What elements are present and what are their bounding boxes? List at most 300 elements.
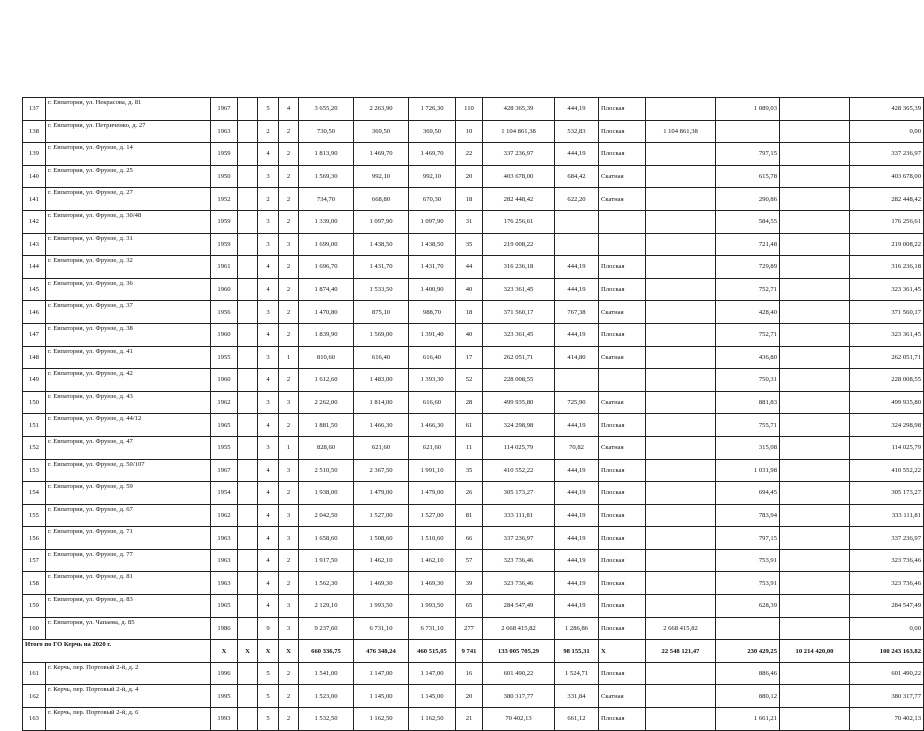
total-area-cell: 828,60 xyxy=(299,436,354,459)
table-row xyxy=(23,369,924,392)
address-cell: г. Евпатория, ул. Фрунзе, д. 31 xyxy=(46,233,211,256)
cost-cell: 324 298,98 xyxy=(483,414,555,437)
cost-cell: 284 547,49 xyxy=(483,595,555,618)
row-number-cell: 154 xyxy=(23,482,46,505)
residents-cell: 16 xyxy=(456,662,483,685)
residential-area-cell: 6 731,10 xyxy=(409,617,456,640)
table-row xyxy=(23,323,924,346)
rate-cell: 428,40 xyxy=(716,301,780,324)
residential-area-cell: 1 469,70 xyxy=(409,143,456,166)
floors-cell: 5 xyxy=(258,662,279,685)
other-source-cell xyxy=(780,595,850,618)
roof-type-cell: Скатная xyxy=(599,391,646,414)
rate-cell: 783,94 xyxy=(716,504,780,527)
owners-funds-cell: 284 547,49 xyxy=(850,595,924,618)
floors-cell: 4 xyxy=(258,549,279,572)
cost-cell: 219 008,22 xyxy=(483,233,555,256)
entrances-cell: 2 xyxy=(279,685,299,708)
living-area-cell: 369,50 xyxy=(354,120,409,143)
entrances-cell: 3 xyxy=(279,527,299,550)
rate-cell: 290,86 xyxy=(716,188,780,211)
living-area-cell: 621,60 xyxy=(354,436,409,459)
unit-cost-cell: 331,84 xyxy=(555,685,599,708)
unit-cost-cell xyxy=(555,233,599,256)
row-number-cell: 143 xyxy=(23,233,46,256)
row-number-cell: 153 xyxy=(23,459,46,482)
table-row xyxy=(23,436,924,459)
table-row xyxy=(23,685,924,708)
total-area-cell: 2 262,00 xyxy=(299,391,354,414)
residential-area-cell: 1 469,30 xyxy=(409,572,456,595)
residents-cell: 28 xyxy=(456,391,483,414)
fund-source-cell xyxy=(646,323,716,346)
unit-cost-cell: 622,20 xyxy=(555,188,599,211)
cost-cell: 1 104 861,38 xyxy=(483,120,555,143)
roof-type-cell: Плоская xyxy=(599,549,646,572)
living-area-cell: 1 431,70 xyxy=(354,256,409,279)
entrances-cell: 2 xyxy=(279,662,299,685)
residential-area-cell: 1 479,00 xyxy=(409,482,456,505)
blank-cell xyxy=(238,436,258,459)
entrances-cell: 2 xyxy=(279,143,299,166)
rate-cell xyxy=(716,617,780,640)
cost-cell: 337 236,97 xyxy=(483,143,555,166)
address-cell: г. Евпатория, ул. Фрунзе, д. 50/107 xyxy=(46,459,211,482)
rate-cell: 729,89 xyxy=(716,256,780,279)
unit-cost-cell: 444,19 xyxy=(555,256,599,279)
year-cell: 1960 xyxy=(211,369,238,392)
residential-area-cell: 1 162,50 xyxy=(409,708,456,731)
residential-area-cell: 1 993,50 xyxy=(409,595,456,618)
living-area-cell: 1 462,10 xyxy=(354,549,409,572)
floors-cell: X xyxy=(258,640,279,663)
blank-cell xyxy=(238,98,258,121)
owners-funds-cell: 371 560,17 xyxy=(850,301,924,324)
rate-cell: 584,55 xyxy=(716,210,780,233)
owners-funds-cell: 0,00 xyxy=(850,617,924,640)
total-area-cell: 1 881,50 xyxy=(299,414,354,437)
table-row xyxy=(23,708,924,731)
year-cell: 1961 xyxy=(211,256,238,279)
roof-type-cell: Плоская xyxy=(599,143,646,166)
blank-cell xyxy=(238,708,258,731)
cost-cell: 323 736,46 xyxy=(483,572,555,595)
year-cell: 1967 xyxy=(211,98,238,121)
total-area-cell: 1 562,30 xyxy=(299,572,354,595)
residential-area-cell: 1 400,90 xyxy=(409,278,456,301)
blank-cell xyxy=(238,617,258,640)
address-cell: г. Евпатория, ул. Чапаева, д. 85 xyxy=(46,617,211,640)
living-area-cell: 1 814,00 xyxy=(354,391,409,414)
residents-cell: 21 xyxy=(456,708,483,731)
unit-cost-cell: 444,19 xyxy=(555,549,599,572)
roof-type-cell: Плоская xyxy=(599,98,646,121)
entrances-cell: X xyxy=(279,640,299,663)
other-source-cell xyxy=(780,459,850,482)
owners-funds-cell: 219 008,22 xyxy=(850,233,924,256)
residential-area-cell: 1 462,10 xyxy=(409,549,456,572)
rate-cell: 752,71 xyxy=(716,278,780,301)
table-body xyxy=(23,98,924,731)
floors-cell: 3 xyxy=(258,391,279,414)
total-area-cell: 810,60 xyxy=(299,346,354,369)
roof-type-cell: Скатная xyxy=(599,436,646,459)
fund-source-cell xyxy=(646,165,716,188)
total-area-cell: 9 237,60 xyxy=(299,617,354,640)
other-source-cell xyxy=(780,414,850,437)
table-row xyxy=(23,549,924,572)
fund-source-cell xyxy=(646,391,716,414)
entrances-cell: 2 xyxy=(279,482,299,505)
residents-cell: 39 xyxy=(456,572,483,595)
residents-cell: 22 xyxy=(456,143,483,166)
cost-cell: 380 317,77 xyxy=(483,685,555,708)
residents-cell: 20 xyxy=(456,165,483,188)
fund-source-cell xyxy=(646,572,716,595)
residents-cell: 81 xyxy=(456,504,483,527)
unit-cost-cell: 70,82 xyxy=(555,436,599,459)
residents-cell: 35 xyxy=(456,459,483,482)
residential-area-cell: 1 145,00 xyxy=(409,685,456,708)
table-row xyxy=(23,504,924,527)
floors-cell: 4 xyxy=(258,369,279,392)
cost-cell: 114 025,79 xyxy=(483,436,555,459)
owners-funds-cell: 324 298,98 xyxy=(850,414,924,437)
total-area-cell: 1 839,90 xyxy=(299,323,354,346)
floors-cell: 5 xyxy=(258,685,279,708)
blank-cell xyxy=(238,549,258,572)
roof-type-cell: Плоская xyxy=(599,662,646,685)
roof-type-cell: Скатная xyxy=(599,685,646,708)
blank-cell xyxy=(238,301,258,324)
residents-cell: 61 xyxy=(456,414,483,437)
owners-funds-cell: 403 678,00 xyxy=(850,165,924,188)
table-row xyxy=(23,346,924,369)
rate-cell: 753,91 xyxy=(716,549,780,572)
other-source-cell xyxy=(780,617,850,640)
blank-cell xyxy=(238,256,258,279)
row-number-cell: 142 xyxy=(23,210,46,233)
total-area-cell: 1 523,00 xyxy=(299,685,354,708)
residential-area-cell: 1 147,00 xyxy=(409,662,456,685)
unit-cost-cell: 444,19 xyxy=(555,504,599,527)
total-area-cell: 1 813,90 xyxy=(299,143,354,166)
owners-funds-cell: 323 736,46 xyxy=(850,549,924,572)
address-cell: г. Евпатория, ул. Фрунзе, д. 83 xyxy=(46,595,211,618)
floors-cell: 5 xyxy=(258,98,279,121)
row-number-cell: 146 xyxy=(23,301,46,324)
owners-funds-cell: 70 402,13 xyxy=(850,708,924,731)
residents-cell: 110 xyxy=(456,98,483,121)
unit-cost-cell: 444,19 xyxy=(555,595,599,618)
address-cell: г. Евпатория, ул. Фрунзе, д. 71 xyxy=(46,527,211,550)
roof-type-cell: Плоская xyxy=(599,595,646,618)
other-source-cell xyxy=(780,685,850,708)
residents-cell: 66 xyxy=(456,527,483,550)
living-area-cell: 1 479,00 xyxy=(354,482,409,505)
other-source-cell xyxy=(780,369,850,392)
residential-area-cell: 1 726,30 xyxy=(409,98,456,121)
rate-cell: 750,31 xyxy=(716,369,780,392)
table-row xyxy=(23,120,924,143)
owners-funds-cell: 428 365,39 xyxy=(850,98,924,121)
address-cell: г. Керчь, пер. Портовый 2-й, д. 6 xyxy=(46,708,211,731)
entrances-cell: 2 xyxy=(279,120,299,143)
address-cell: г. Евпатория, ул. Фрунзе, д. 25 xyxy=(46,165,211,188)
residential-area-cell: 1 393,30 xyxy=(409,369,456,392)
year-cell: 1954 xyxy=(211,482,238,505)
table-row xyxy=(23,233,924,256)
total-area-cell: 2 042,50 xyxy=(299,504,354,527)
table-row xyxy=(23,482,924,505)
residential-area-cell: 460 515,05 xyxy=(409,640,456,663)
owners-funds-cell: 337 236,97 xyxy=(850,143,924,166)
living-area-cell: 992,10 xyxy=(354,165,409,188)
floors-cell: 4 xyxy=(258,323,279,346)
total-area-cell: 1 938,00 xyxy=(299,482,354,505)
entrances-cell: 3 xyxy=(279,233,299,256)
owners-funds-cell: 282 448,42 xyxy=(850,188,924,211)
blank-cell: X xyxy=(238,640,258,663)
table-row xyxy=(23,662,924,685)
owners-funds-cell: 337 236,97 xyxy=(850,527,924,550)
row-number-cell: 149 xyxy=(23,369,46,392)
residents-cell: 18 xyxy=(456,301,483,324)
other-source-cell xyxy=(780,708,850,731)
living-area-cell: 1 569,00 xyxy=(354,323,409,346)
row-number-cell: 152 xyxy=(23,436,46,459)
fund-source-cell xyxy=(646,143,716,166)
fund-source-cell xyxy=(646,210,716,233)
residential-area-cell: 988,70 xyxy=(409,301,456,324)
other-source-cell xyxy=(780,549,850,572)
living-area-cell: 476 348,24 xyxy=(354,640,409,663)
fund-source-cell xyxy=(646,504,716,527)
rate-cell: 880,12 xyxy=(716,685,780,708)
row-number-cell: 151 xyxy=(23,414,46,437)
roof-type-cell: Плоская xyxy=(599,256,646,279)
address-cell: г. Евпатория, ул. Фрунзе, д. 47 xyxy=(46,436,211,459)
year-cell: 1986 xyxy=(211,617,238,640)
roof-type-cell: Плоская xyxy=(599,527,646,550)
residents-cell: 20 xyxy=(456,685,483,708)
residents-cell: 40 xyxy=(456,278,483,301)
total-area-cell: 730,50 xyxy=(299,120,354,143)
entrances-cell: 2 xyxy=(279,414,299,437)
table-row xyxy=(23,617,924,640)
total-area-cell: 734,70 xyxy=(299,188,354,211)
roof-type-cell: Скатная xyxy=(599,346,646,369)
living-area-cell: 2 367,50 xyxy=(354,459,409,482)
row-number-cell: 162 xyxy=(23,685,46,708)
residential-area-cell: 1 466,30 xyxy=(409,414,456,437)
total-area-cell: 1 569,30 xyxy=(299,165,354,188)
year-cell: 1996 xyxy=(211,662,238,685)
floors-cell: 3 xyxy=(258,301,279,324)
living-area-cell: 875,10 xyxy=(354,301,409,324)
rate-cell: 694,45 xyxy=(716,482,780,505)
address-cell: г. Евпатория, ул. Фрунзе, д. 38 xyxy=(46,323,211,346)
row-number-cell: 145 xyxy=(23,278,46,301)
blank-cell xyxy=(238,188,258,211)
floors-cell: 4 xyxy=(258,414,279,437)
residents-cell: 52 xyxy=(456,369,483,392)
address-cell: г. Евпатория, ул. Фрунзе, д. 32 xyxy=(46,256,211,279)
unit-cost-cell: 98 155,31 xyxy=(555,640,599,663)
year-cell: 1995 xyxy=(211,685,238,708)
total-area-cell: 660 336,75 xyxy=(299,640,354,663)
fund-source-cell xyxy=(646,233,716,256)
owners-funds-cell: 0,00 xyxy=(850,120,924,143)
entrances-cell: 2 xyxy=(279,165,299,188)
living-area-cell: 1 466,30 xyxy=(354,414,409,437)
rate-cell: 886,46 xyxy=(716,662,780,685)
fund-source-cell xyxy=(646,685,716,708)
cost-cell: 305 173,27 xyxy=(483,482,555,505)
fund-source-cell: 1 104 861,38 xyxy=(646,120,716,143)
row-number-cell: 140 xyxy=(23,165,46,188)
row-number-cell: 159 xyxy=(23,595,46,618)
row-number-cell: 158 xyxy=(23,572,46,595)
unit-cost-cell: 444,19 xyxy=(555,278,599,301)
owners-funds-cell: 305 173,27 xyxy=(850,482,924,505)
table-row xyxy=(23,188,924,211)
blank-cell xyxy=(238,414,258,437)
cost-cell: 403 678,00 xyxy=(483,165,555,188)
fund-source-cell xyxy=(646,188,716,211)
residents-cell: 44 xyxy=(456,256,483,279)
address-cell: г. Евпатория, ул. Фрунзе, д. 59 xyxy=(46,482,211,505)
unit-cost-cell: 414,80 xyxy=(555,346,599,369)
living-area-cell: 1 162,50 xyxy=(354,708,409,731)
housing-repair-table xyxy=(22,97,924,731)
year-cell: 1959 xyxy=(211,210,238,233)
unit-cost-cell: 532,83 xyxy=(555,120,599,143)
year-cell: X xyxy=(211,640,238,663)
blank-cell xyxy=(238,323,258,346)
table-row xyxy=(23,256,924,279)
cost-cell: 282 448,42 xyxy=(483,188,555,211)
floors-cell: 4 xyxy=(258,278,279,301)
roof-type-cell: Плоская xyxy=(599,482,646,505)
unit-cost-cell: 444,19 xyxy=(555,482,599,505)
year-cell: 1955 xyxy=(211,436,238,459)
cost-cell: 70 402,13 xyxy=(483,708,555,731)
residents-cell: 26 xyxy=(456,482,483,505)
fund-source-cell xyxy=(646,482,716,505)
residents-cell: 65 xyxy=(456,595,483,618)
residential-area-cell: 616,60 xyxy=(409,391,456,414)
roof-type-cell: Плоская xyxy=(599,708,646,731)
floors-cell: 3 xyxy=(258,346,279,369)
blank-cell xyxy=(238,233,258,256)
blank-cell xyxy=(238,278,258,301)
living-area-cell: 1 527,00 xyxy=(354,504,409,527)
cost-cell: 323 361,45 xyxy=(483,278,555,301)
year-cell: 1963 xyxy=(211,549,238,572)
owners-funds-cell: 333 111,81 xyxy=(850,504,924,527)
unit-cost-cell: 444,19 xyxy=(555,143,599,166)
residential-area-cell: 369,50 xyxy=(409,120,456,143)
fund-source-cell: 2 668 415,82 xyxy=(646,617,716,640)
blank-cell xyxy=(238,120,258,143)
residential-area-cell: 1 991,10 xyxy=(409,459,456,482)
entrances-cell: 2 xyxy=(279,708,299,731)
address-cell: г. Евпатория, ул. Фрунзе, д. 77 xyxy=(46,549,211,572)
row-number-cell: 147 xyxy=(23,323,46,346)
rate-cell: 1 661,21 xyxy=(716,708,780,731)
year-cell: 1967 xyxy=(211,459,238,482)
table-row xyxy=(23,301,924,324)
roof-type-cell: Скатная xyxy=(599,165,646,188)
blank-cell xyxy=(238,369,258,392)
address-cell: г. Евпатория, ул. Фрунзе, д. 81 xyxy=(46,572,211,595)
total-area-cell: 2 510,50 xyxy=(299,459,354,482)
cost-cell: 2 668 415,82 xyxy=(483,617,555,640)
unit-cost-cell xyxy=(555,369,599,392)
fund-source-cell xyxy=(646,414,716,437)
residential-area-cell: 621,60 xyxy=(409,436,456,459)
other-source-cell xyxy=(780,662,850,685)
fund-source-cell xyxy=(646,346,716,369)
rate-cell: 755,71 xyxy=(716,414,780,437)
living-area-cell: 6 731,10 xyxy=(354,617,409,640)
entrances-cell: 1 xyxy=(279,346,299,369)
cost-cell: 333 111,81 xyxy=(483,504,555,527)
year-cell: 1956 xyxy=(211,301,238,324)
roof-type-cell: Плоская xyxy=(599,504,646,527)
total-area-cell: 1 917,50 xyxy=(299,549,354,572)
address-cell: г. Евпатория, ул. Фрунзе, д. 44/12 xyxy=(46,414,211,437)
table-row xyxy=(23,595,924,618)
address-cell: г. Евпатория, ул. Фрунзе, д. 30/48 xyxy=(46,210,211,233)
other-source-cell xyxy=(780,98,850,121)
cost-cell: 316 236,18 xyxy=(483,256,555,279)
total-area-cell: 1 699,00 xyxy=(299,233,354,256)
living-area-cell: 1 993,50 xyxy=(354,595,409,618)
cost-cell: 323 361,45 xyxy=(483,323,555,346)
floors-cell: 2 xyxy=(258,120,279,143)
fund-source-cell xyxy=(646,256,716,279)
entrances-cell: 3 xyxy=(279,617,299,640)
roof-type-cell: Плоская xyxy=(599,278,646,301)
roof-type-cell: X xyxy=(599,640,646,663)
roof-type-cell xyxy=(599,369,646,392)
floors-cell: 4 xyxy=(258,595,279,618)
address-cell: г. Евпатория, ул. Фрунзе, д. 43 xyxy=(46,391,211,414)
row-number-cell: 144 xyxy=(23,256,46,279)
total-area-cell: 1 874,40 xyxy=(299,278,354,301)
living-area-cell: 2 263,90 xyxy=(354,98,409,121)
cost-cell: 428 365,39 xyxy=(483,98,555,121)
other-source-cell xyxy=(780,256,850,279)
living-area-cell: 1 469,30 xyxy=(354,572,409,595)
unit-cost-cell: 1 524,71 xyxy=(555,662,599,685)
residents-cell: 10 xyxy=(456,120,483,143)
entrances-cell: 2 xyxy=(279,323,299,346)
total-row xyxy=(23,640,924,663)
roof-type-cell xyxy=(599,210,646,233)
roof-type-cell xyxy=(599,233,646,256)
table-row xyxy=(23,414,924,437)
unit-cost-cell: 684,42 xyxy=(555,165,599,188)
address-cell: г. Евпатория, ул. Фрунзе, д. 42 xyxy=(46,369,211,392)
rate-cell: 615,78 xyxy=(716,165,780,188)
rate-cell: 315,08 xyxy=(716,436,780,459)
living-area-cell: 1 147,00 xyxy=(354,662,409,685)
other-source-cell xyxy=(780,572,850,595)
entrances-cell: 3 xyxy=(279,391,299,414)
